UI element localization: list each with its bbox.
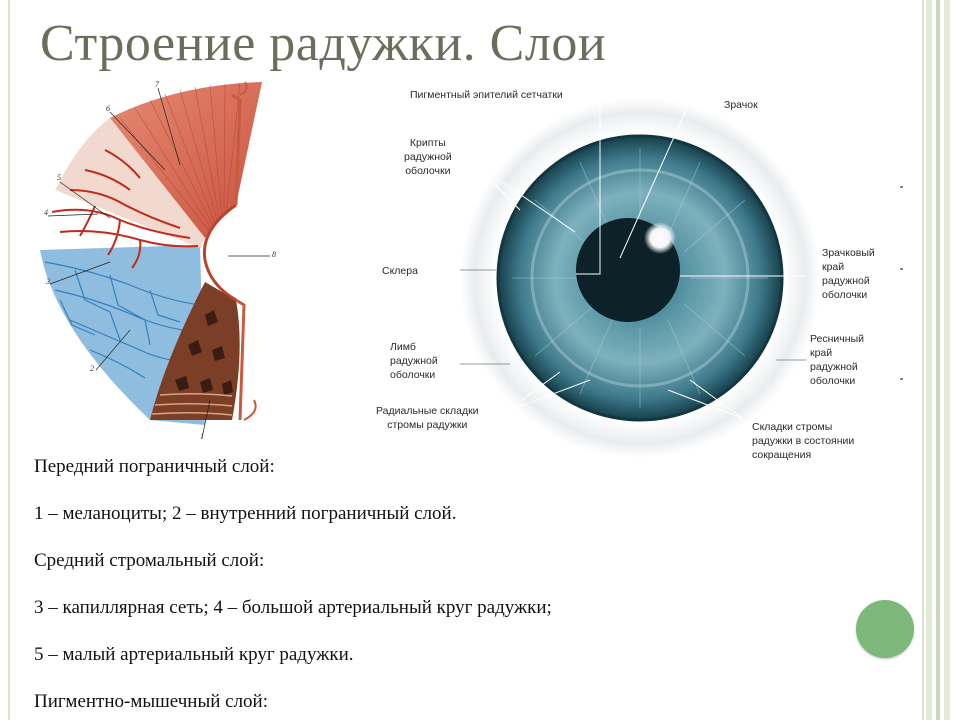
- eye-illustration: [460, 96, 820, 458]
- section-label-7: 7: [155, 80, 159, 89]
- text-line-capillary: 3 – капиллярная сеть; 4 – большой артериальный круг радужки;: [34, 597, 552, 618]
- decorative-green-circle: [856, 600, 914, 658]
- label-ciliary-margin: Ресничный край радужной оболочки: [810, 333, 864, 387]
- label-pupillary-margin: Зрачковый край радужной оболочки: [822, 247, 875, 301]
- label-crypts: Крипты радужной оболочки: [404, 137, 452, 177]
- section-label-3: 3: [46, 277, 50, 286]
- section-label-8: 8: [272, 250, 276, 259]
- section-label-2: 2: [90, 364, 94, 373]
- label-contraction-folds: Складки стромы радужки в состоянии сокращения: [752, 421, 855, 461]
- label-sclera: Склера: [382, 265, 418, 277]
- section-label-4: 4: [44, 208, 48, 217]
- section-label-1: 1: [200, 432, 204, 441]
- text-line-minor-circle: 5 – малый артериальный круг радужки.: [34, 644, 354, 665]
- label-retinal-pigment: Пигментный эпителий сетчатки: [410, 89, 563, 101]
- label-radial-folds: Радиальные складки стромы радужки: [376, 405, 479, 431]
- text-line-stromal-layer: Средний стромальный слой:: [34, 550, 265, 571]
- label-limbus: Лимб радужной оболочки: [390, 341, 438, 381]
- edge-tick: [900, 186, 903, 188]
- section-label-6: 6: [106, 104, 110, 113]
- slide-title: Строение радужки. Слои: [40, 15, 607, 72]
- text-line-anterior-layer: Передний пограничный слой:: [34, 456, 275, 477]
- iris-section-illustration: [40, 82, 270, 438]
- section-label-5: 5: [57, 173, 61, 182]
- label-pupil: Зрачок: [724, 99, 758, 111]
- text-line-melanocytes: 1 – меланоциты; 2 – внутренний пограничный слой.: [34, 503, 457, 524]
- light-reflection: [644, 222, 676, 254]
- text-line-pigment-muscle-layer: Пигментно-мышечный слой:: [34, 691, 269, 712]
- edge-tick: [900, 268, 903, 270]
- edge-tick: [900, 378, 903, 380]
